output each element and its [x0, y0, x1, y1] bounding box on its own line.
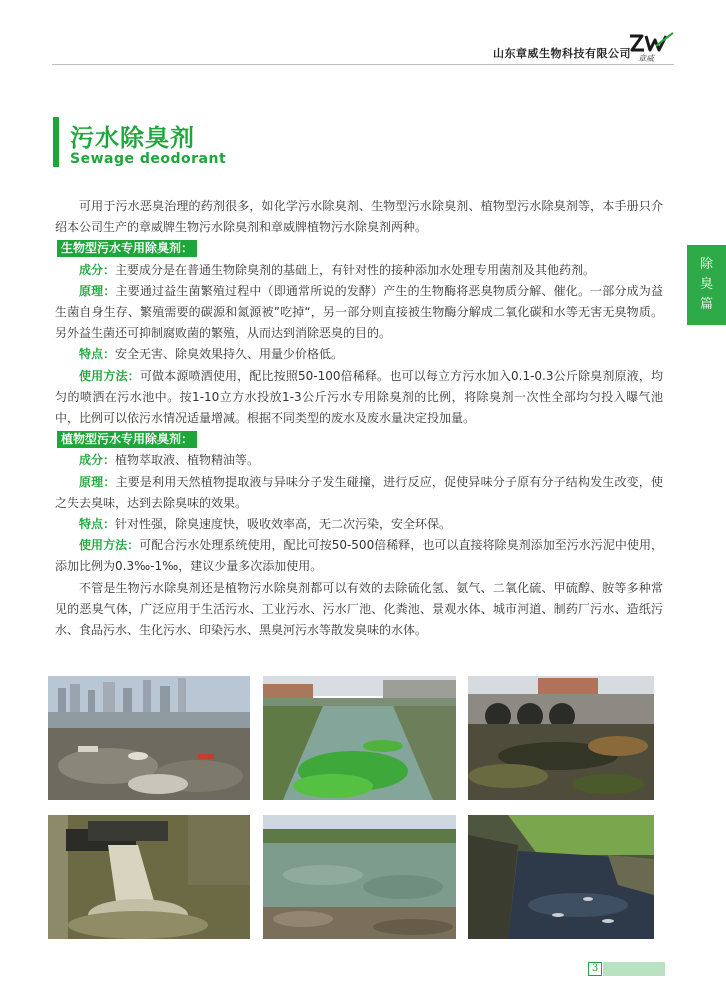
plant-feature-text: 针对性强，除臭速度快，吸收效率高，无二次污染，安全环保。 [115, 517, 452, 532]
bio-section-heading: 生物型污水专用除臭剂： [57, 240, 197, 257]
plant-usage-text: 可配合污水处理系统使用，配比可按50-500倍稀释，也可以直接将除臭剂添加至污水污泥中使用，添加比例为0.3‰-1‰，建议少量多次添加使用。 [55, 538, 663, 574]
plant-principle-label: 原理： [79, 474, 116, 489]
plant-principle [55, 472, 663, 514]
bio-usage-label: 使用方法： [79, 368, 140, 383]
logo-text: 章威 [638, 54, 654, 63]
photo-green-algae-channel [263, 676, 456, 800]
photo-polluted-shore [48, 676, 250, 800]
plant-feature [55, 514, 663, 535]
bio-principle-text: 主要通过益生菌繁殖过程中（即通常所说的发酵）产生的生物酶将恶臭物质分解、催化。一部分成为益生菌自身生存、繁殖需要的碳源和氮源被”吃掉“，另一部分则直接被生物酶分解成二氧化碳和水等无害无臭物质。另外益生菌还可抑制腐败菌的繁殖，从而达到消除恶臭的目的。 [55, 283, 663, 341]
section-side-tab [687, 245, 726, 325]
bio-principle-label: 原理： [79, 283, 116, 298]
plant-usage [55, 535, 663, 577]
plant-section-heading: 植物型污水专用除臭剂： [57, 431, 197, 448]
bio-feature-text: 安全无害、除臭效果持久、用量少价格低。 [115, 347, 344, 362]
plant-principle-text: 主要是利用天然植物提取液与异味分子发生碰撞，进行反应，促使异味分子原有分子结构发生改变，使之失去臭味，达到去除臭味的效果。 [55, 474, 663, 510]
bio-usage [55, 366, 663, 430]
main-content [55, 196, 663, 641]
photo-culvert-outfall [468, 676, 654, 800]
page-number: 3 [588, 962, 602, 976]
intro-paragraph: 可用于污水恶臭治理的药剂很多，如化学污水除臭剂、生物型污水除臭剂、植物型污水除臭剂等，本手册只介绍本公司生产的章威牌生物污水除臭剂和章威牌植物污水除臭剂两种。 [55, 199, 663, 235]
photo-murky-pond [263, 815, 456, 939]
plant-feature-label: 特点： [79, 517, 116, 532]
bio-usage-text: 可做本源喷洒使用，配比按照50-100倍稀释。也可以每立方污水加入0.1-0.3公斤除臭剂原液，均匀的喷洒在污水池中。按1-10立方水投放1-3公斤污水专用除臭剂的比例，将除臭剂一次性全部均匀投入曝气池中，比例可以依污水情况适量增减。根据不同类型的废水及废水量决定投加量。 [55, 368, 663, 426]
bio-feature [55, 344, 663, 365]
photo-black-river [468, 815, 654, 939]
bio-feature-label: 特点： [79, 347, 116, 362]
header-divider [52, 64, 674, 65]
side-tab-char: 除 [699, 257, 713, 272]
page-number-bar [603, 962, 665, 976]
bio-composition-text: 主要成分是在普通生物除臭剂的基础上，有针对性的接种添加水处理专用菌剂及其他药剂。 [115, 262, 596, 277]
plant-usage-label: 使用方法： [79, 538, 140, 553]
closing-paragraph: 不管是生物污水除臭剂还是植物污水除臭剂都可以有效的去除硫化氢、氨气、二氧化硫、甲硫醇、胺等多种常见的恶臭气体，广泛应用于生活污水、工业污水、污水厂池、化粪池、景观水体、城市河道、制药厂污水、造纸污水、食品污水、生化污水、印染污水、黑臭河污水等散发臭味的水体。 [55, 580, 663, 638]
bio-principle [55, 281, 663, 345]
plant-composition-text: 植物萃取液、植物精油等。 [115, 453, 260, 468]
bio-composition-label: 成分： [79, 262, 116, 277]
plant-composition [55, 450, 663, 471]
side-tab-char: 篇 [699, 297, 713, 312]
company-name: 山东章威生物科技有限公司 [493, 47, 631, 60]
side-tab-char: 臭 [699, 277, 713, 292]
page-title: 污水除臭剂 [70, 124, 195, 152]
page-subtitle: Sewage deodorant [70, 151, 227, 167]
photo-pipe-discharge [48, 815, 250, 939]
company-logo [628, 32, 674, 64]
bio-composition [55, 260, 663, 281]
title-accent-bar [53, 117, 59, 167]
plant-composition-label: 成分： [79, 453, 116, 468]
